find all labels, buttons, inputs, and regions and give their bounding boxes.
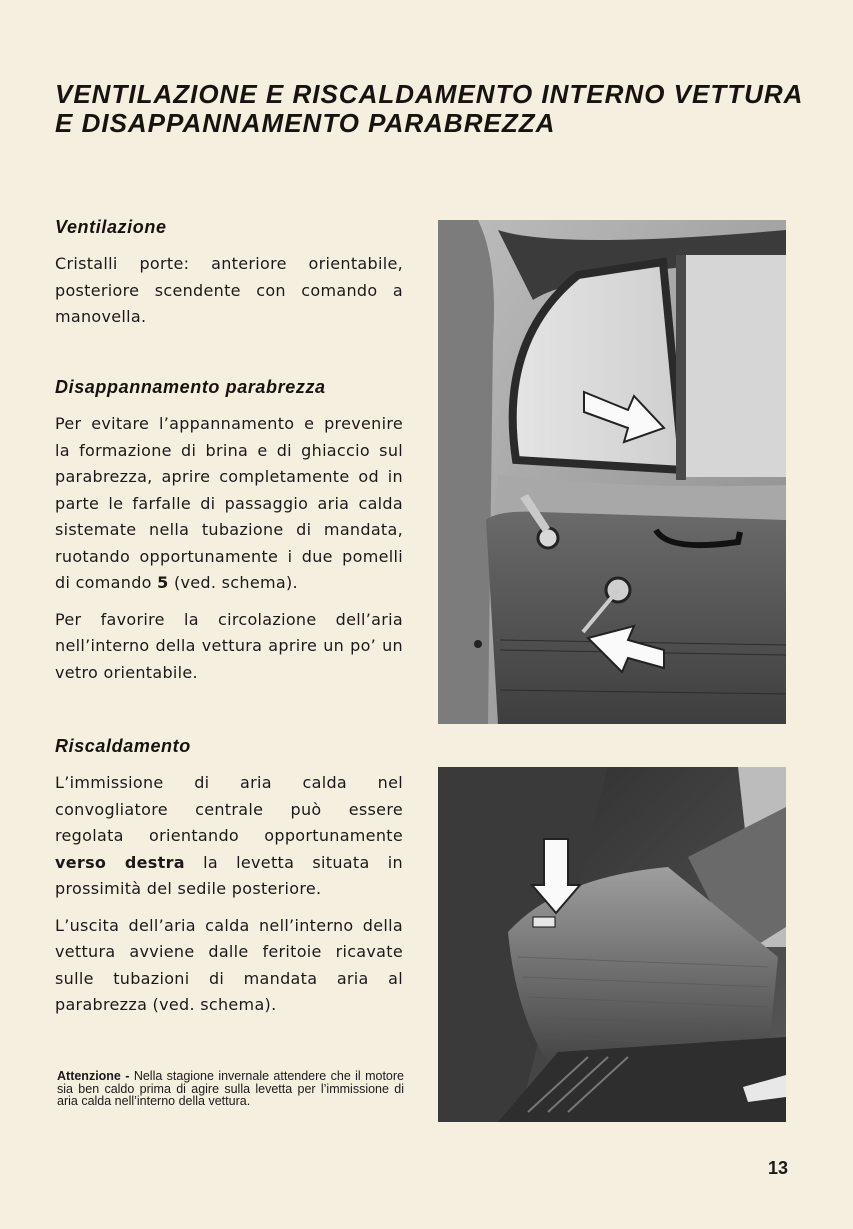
- photo-door-window-illustration: [438, 220, 786, 724]
- attention-label: Attenzione -: [57, 1069, 130, 1083]
- text-run: Per evitare l’appannamento e prevenire la formazione di brina e di ghiaccio sul parabrezza, aprire completamente od in parte le farfalle di passaggio aria calda sistemate nella tubazione di mandata, ruotando opportunamente i due pomelli di comando: [55, 414, 403, 592]
- paragraph-ventilazione: Cristalli porte: anteriore orientabile, posteriore scendente con comando a manovella.: [55, 254, 403, 326]
- section-ventilazione: [55, 216, 403, 331]
- photo-heater-lever: [438, 767, 786, 1122]
- attention-note: [57, 1070, 404, 1108]
- text-run: L’immissione di aria calda nel convogliatore centrale può essere regolata orientando opportunamente: [55, 773, 403, 845]
- paragraph-disappannamento-1: [55, 411, 403, 597]
- section-heading-disappannamento: Disappannamento parabrezza: [55, 377, 326, 397]
- page-title-line-1: VENTILAZIONE E RISCALDAMENTO INTERNO VETTURA: [55, 79, 804, 109]
- paragraph-riscaldamento-2: L’uscita dell’aria calda nell’interno della vettura avviene dalle feritoie ricavate sulle tubazioni di mandata aria al parabrezza (ved. schema).: [55, 915, 403, 1014]
- paragraph-disappannamento-2: Per favorire la circolazione dell’aria nell’interno della vettura aprire un po’ un vetro orientabile.: [55, 609, 403, 682]
- text-run-bold: verso destra: [55, 852, 185, 872]
- section-disappannamento: [55, 376, 403, 686]
- photo-door-window: [438, 220, 786, 724]
- attention-text: Nella stagione invernale attendere che il motore sia ben caldo prima di agire sulla levetta per l’immissione di aria calda nell’interno della vettura.: [57, 1069, 404, 1109]
- page-number: 13: [767, 1158, 788, 1178]
- page-title-line-2: E DISAPPANNAMENTO PARABREZZA: [55, 108, 556, 138]
- text-run-bold: 5: [157, 573, 169, 592]
- text-run: (ved. schema).: [168, 573, 298, 592]
- section-heading-ventilazione: Ventilazione: [55, 217, 167, 237]
- page-title: [55, 80, 815, 138]
- text-run: la levetta situata in prossimità del sedile posteriore.: [55, 852, 403, 898]
- paragraph-riscaldamento-1: [55, 770, 403, 903]
- photo-heater-lever-illustration: [438, 767, 786, 1122]
- section-heading-riscaldamento: Riscaldamento: [55, 736, 191, 756]
- section-riscaldamento: [55, 735, 403, 1019]
